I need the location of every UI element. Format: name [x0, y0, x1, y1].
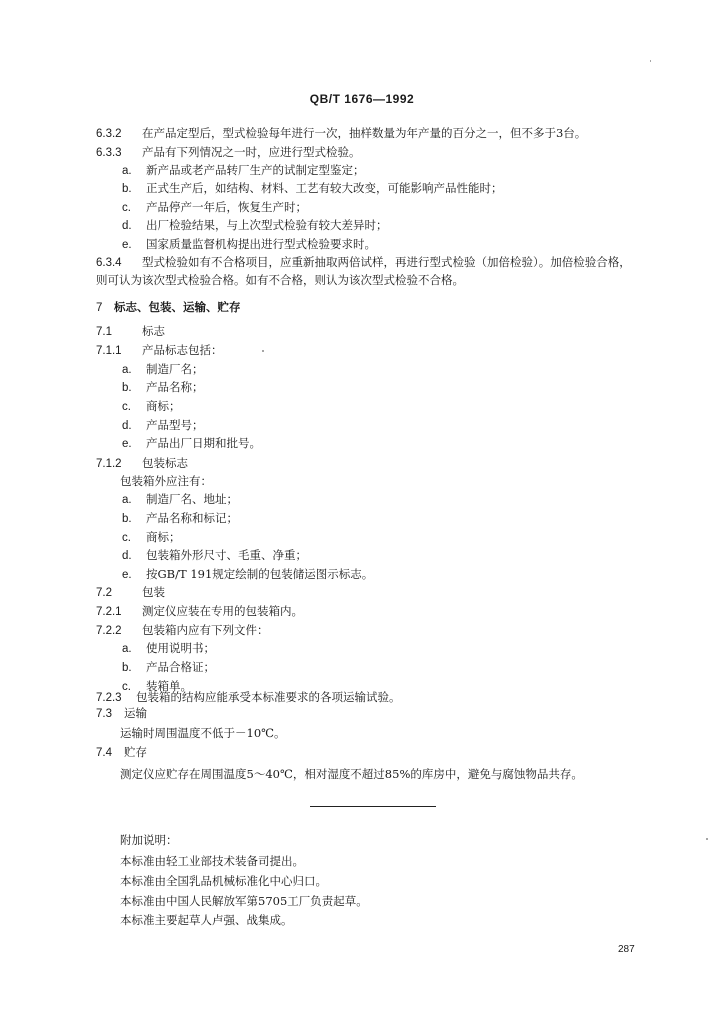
clause-text: 运输: [124, 706, 147, 720]
body-line: [96, 745, 147, 760]
clause-text: 贮存: [124, 745, 147, 759]
body-line: [122, 181, 503, 196]
clause-text: 运输时周围温度不低于－10℃。: [120, 726, 286, 740]
clause-text: 产品合格证；: [146, 660, 215, 674]
clause-number: b.: [122, 662, 132, 674]
clause-text: 商标；: [146, 530, 181, 544]
clause-text: 测定仪应贮存在周围温度5～40℃，相对湿度不超过85%的库房中，避免与腐蚀物品共存。: [120, 767, 583, 781]
clause-number: 6.3.3: [96, 147, 122, 159]
end-of-text-rule: [310, 806, 436, 807]
clause-text: 产品标志包括：: [142, 343, 223, 357]
clause-number: e.: [122, 438, 132, 450]
clause-number: 6.3.2: [96, 128, 122, 140]
clause-number: 7.1.2: [96, 458, 122, 470]
clause-text: 商标；: [146, 399, 181, 413]
body-line: [96, 343, 223, 358]
body-line: [96, 145, 361, 160]
clause-text: 标志、包装、运输、贮存: [114, 300, 241, 314]
clause-number: 7.2.1: [96, 606, 122, 618]
appendix-line: 本标准主要起草人卢强、战集成。: [120, 913, 293, 927]
clause-number: a.: [122, 364, 132, 376]
body-line: [122, 567, 373, 582]
clause-text: 使用说明书；: [146, 641, 215, 655]
scan-speck: [262, 350, 264, 352]
body-line: [96, 604, 303, 619]
clause-text: 产品型号；: [146, 418, 204, 432]
body-line: [96, 324, 165, 339]
clause-number: d.: [122, 220, 132, 232]
clause-number: 7.3: [96, 708, 112, 720]
clause-text: 则可认为该次型式检验合格。如有不合格，则认为该次型式检验不合格。: [96, 273, 464, 287]
clause-text: 在产品定型后，型式检验每年进行一次，抽样数量为年产量的百分之一，但不多于3台。: [142, 126, 587, 140]
clause-number: a.: [122, 494, 132, 506]
clause-number: 6.3.4: [96, 257, 122, 269]
page-number: 287: [618, 944, 635, 955]
appendix-heading: 附加说明：: [120, 833, 178, 847]
body-line: [122, 163, 365, 178]
clause-text: 包装箱外应注有：: [120, 474, 212, 488]
body-line: [96, 300, 241, 315]
body-line: [96, 690, 401, 705]
clause-text: 按GB/T 191规定绘制的包装储运图示标志。: [146, 567, 374, 581]
clause-text: 产品名称；: [146, 380, 204, 394]
body-line: [122, 218, 388, 233]
body-line: [122, 530, 181, 545]
body-line: [122, 200, 307, 215]
body-line: [122, 418, 204, 433]
clause-text: 包装: [142, 585, 165, 599]
scan-speck: [650, 60, 651, 62]
body-line: [96, 456, 188, 471]
body-line: [96, 273, 464, 287]
standard-code-header: QB/T 1676—1992: [309, 92, 415, 106]
clause-number: 7.2.2: [96, 625, 122, 637]
clause-number: b.: [122, 513, 132, 525]
clause-text: 正式生产后，如结构、材料、工艺有较大改变，可能影响产品性能时；: [146, 181, 503, 195]
clause-number: c.: [122, 202, 131, 214]
body-line: [122, 492, 238, 507]
clause-number: a.: [122, 643, 132, 655]
clause-text: 出厂检验结果，与上次型式检验有较大差异时；: [146, 218, 388, 232]
body-line: [120, 474, 212, 488]
clause-text: 国家质量监督机构提出进行型式检验要求时。: [146, 237, 376, 251]
clause-number: e.: [122, 239, 132, 251]
clause-text: 产品停产一年后，恢复生产时；: [146, 200, 307, 214]
body-line: [122, 548, 307, 563]
clause-number: 7.2: [96, 587, 112, 599]
clause-number: c.: [122, 401, 131, 413]
clause-text: 产品出厂日期和批号。: [146, 436, 261, 450]
clause-text: 产品有下列情况之一时，应进行型式检验。: [142, 145, 361, 159]
clause-number: 7.1: [96, 326, 112, 338]
scan-speck: [706, 838, 708, 840]
clause-number: b.: [122, 183, 132, 195]
clause-text: 包装箱外形尺寸、毛重、净重；: [146, 548, 307, 562]
body-line: [96, 126, 586, 141]
clause-text: 标志: [142, 324, 165, 338]
clause-text: 型式检验如有不合格项目，应重新抽取两倍试样，再进行型式检验（加倍检验）。加倍检验合格，: [142, 255, 631, 269]
clause-number: c.: [122, 681, 131, 693]
body-line: [122, 380, 204, 395]
clause-number: 7.2.3: [96, 692, 122, 704]
appendix-line: 本标准由全国乳品机械标准化中心归口。: [120, 874, 327, 888]
clause-text: 制造厂名、地址；: [146, 492, 238, 506]
clause-text: 新产品或老产品转厂生产的试制定型鉴定；: [146, 163, 365, 177]
clause-number: d.: [122, 550, 132, 562]
clause-number: 7.4: [96, 747, 112, 759]
clause-number: 7.1.1: [96, 345, 122, 357]
body-line: [96, 255, 631, 270]
clause-text: 制造厂名；: [146, 362, 204, 376]
body-line: [122, 237, 376, 252]
clause-text: 包装标志: [142, 456, 188, 470]
clause-number: a.: [122, 165, 132, 177]
body-line: [122, 660, 215, 675]
clause-number: b.: [122, 382, 132, 394]
body-line: [122, 399, 181, 414]
clause-text: 产品名称和标记；: [146, 511, 238, 525]
clause-number: 7: [96, 302, 103, 314]
body-line: [96, 585, 165, 600]
clause-text: 包装箱内应有下列文件：: [142, 623, 269, 637]
clause-number: e.: [122, 569, 132, 581]
clause-number: c.: [122, 532, 131, 544]
body-line: [122, 436, 261, 451]
clause-text: 包装箱的结构应能承受本标准要求的各项运输试验。: [136, 690, 401, 704]
body-line: [96, 706, 147, 721]
appendix-line: 本标准由轻工业部技术装备司提出。: [120, 854, 304, 868]
clause-number: d.: [122, 420, 132, 432]
body-line: [96, 623, 269, 638]
body-line: [120, 726, 286, 740]
body-line: [120, 767, 583, 781]
clause-text: 测定仪应装在专用的包装箱内。: [142, 604, 303, 618]
clause-text: 装箱单。: [146, 679, 192, 693]
body-line: [122, 641, 215, 656]
appendix-line: 本标准由中国人民解放军第5705工厂负责起草。: [120, 894, 368, 908]
body-line: [122, 362, 204, 377]
body-line: [122, 511, 238, 526]
